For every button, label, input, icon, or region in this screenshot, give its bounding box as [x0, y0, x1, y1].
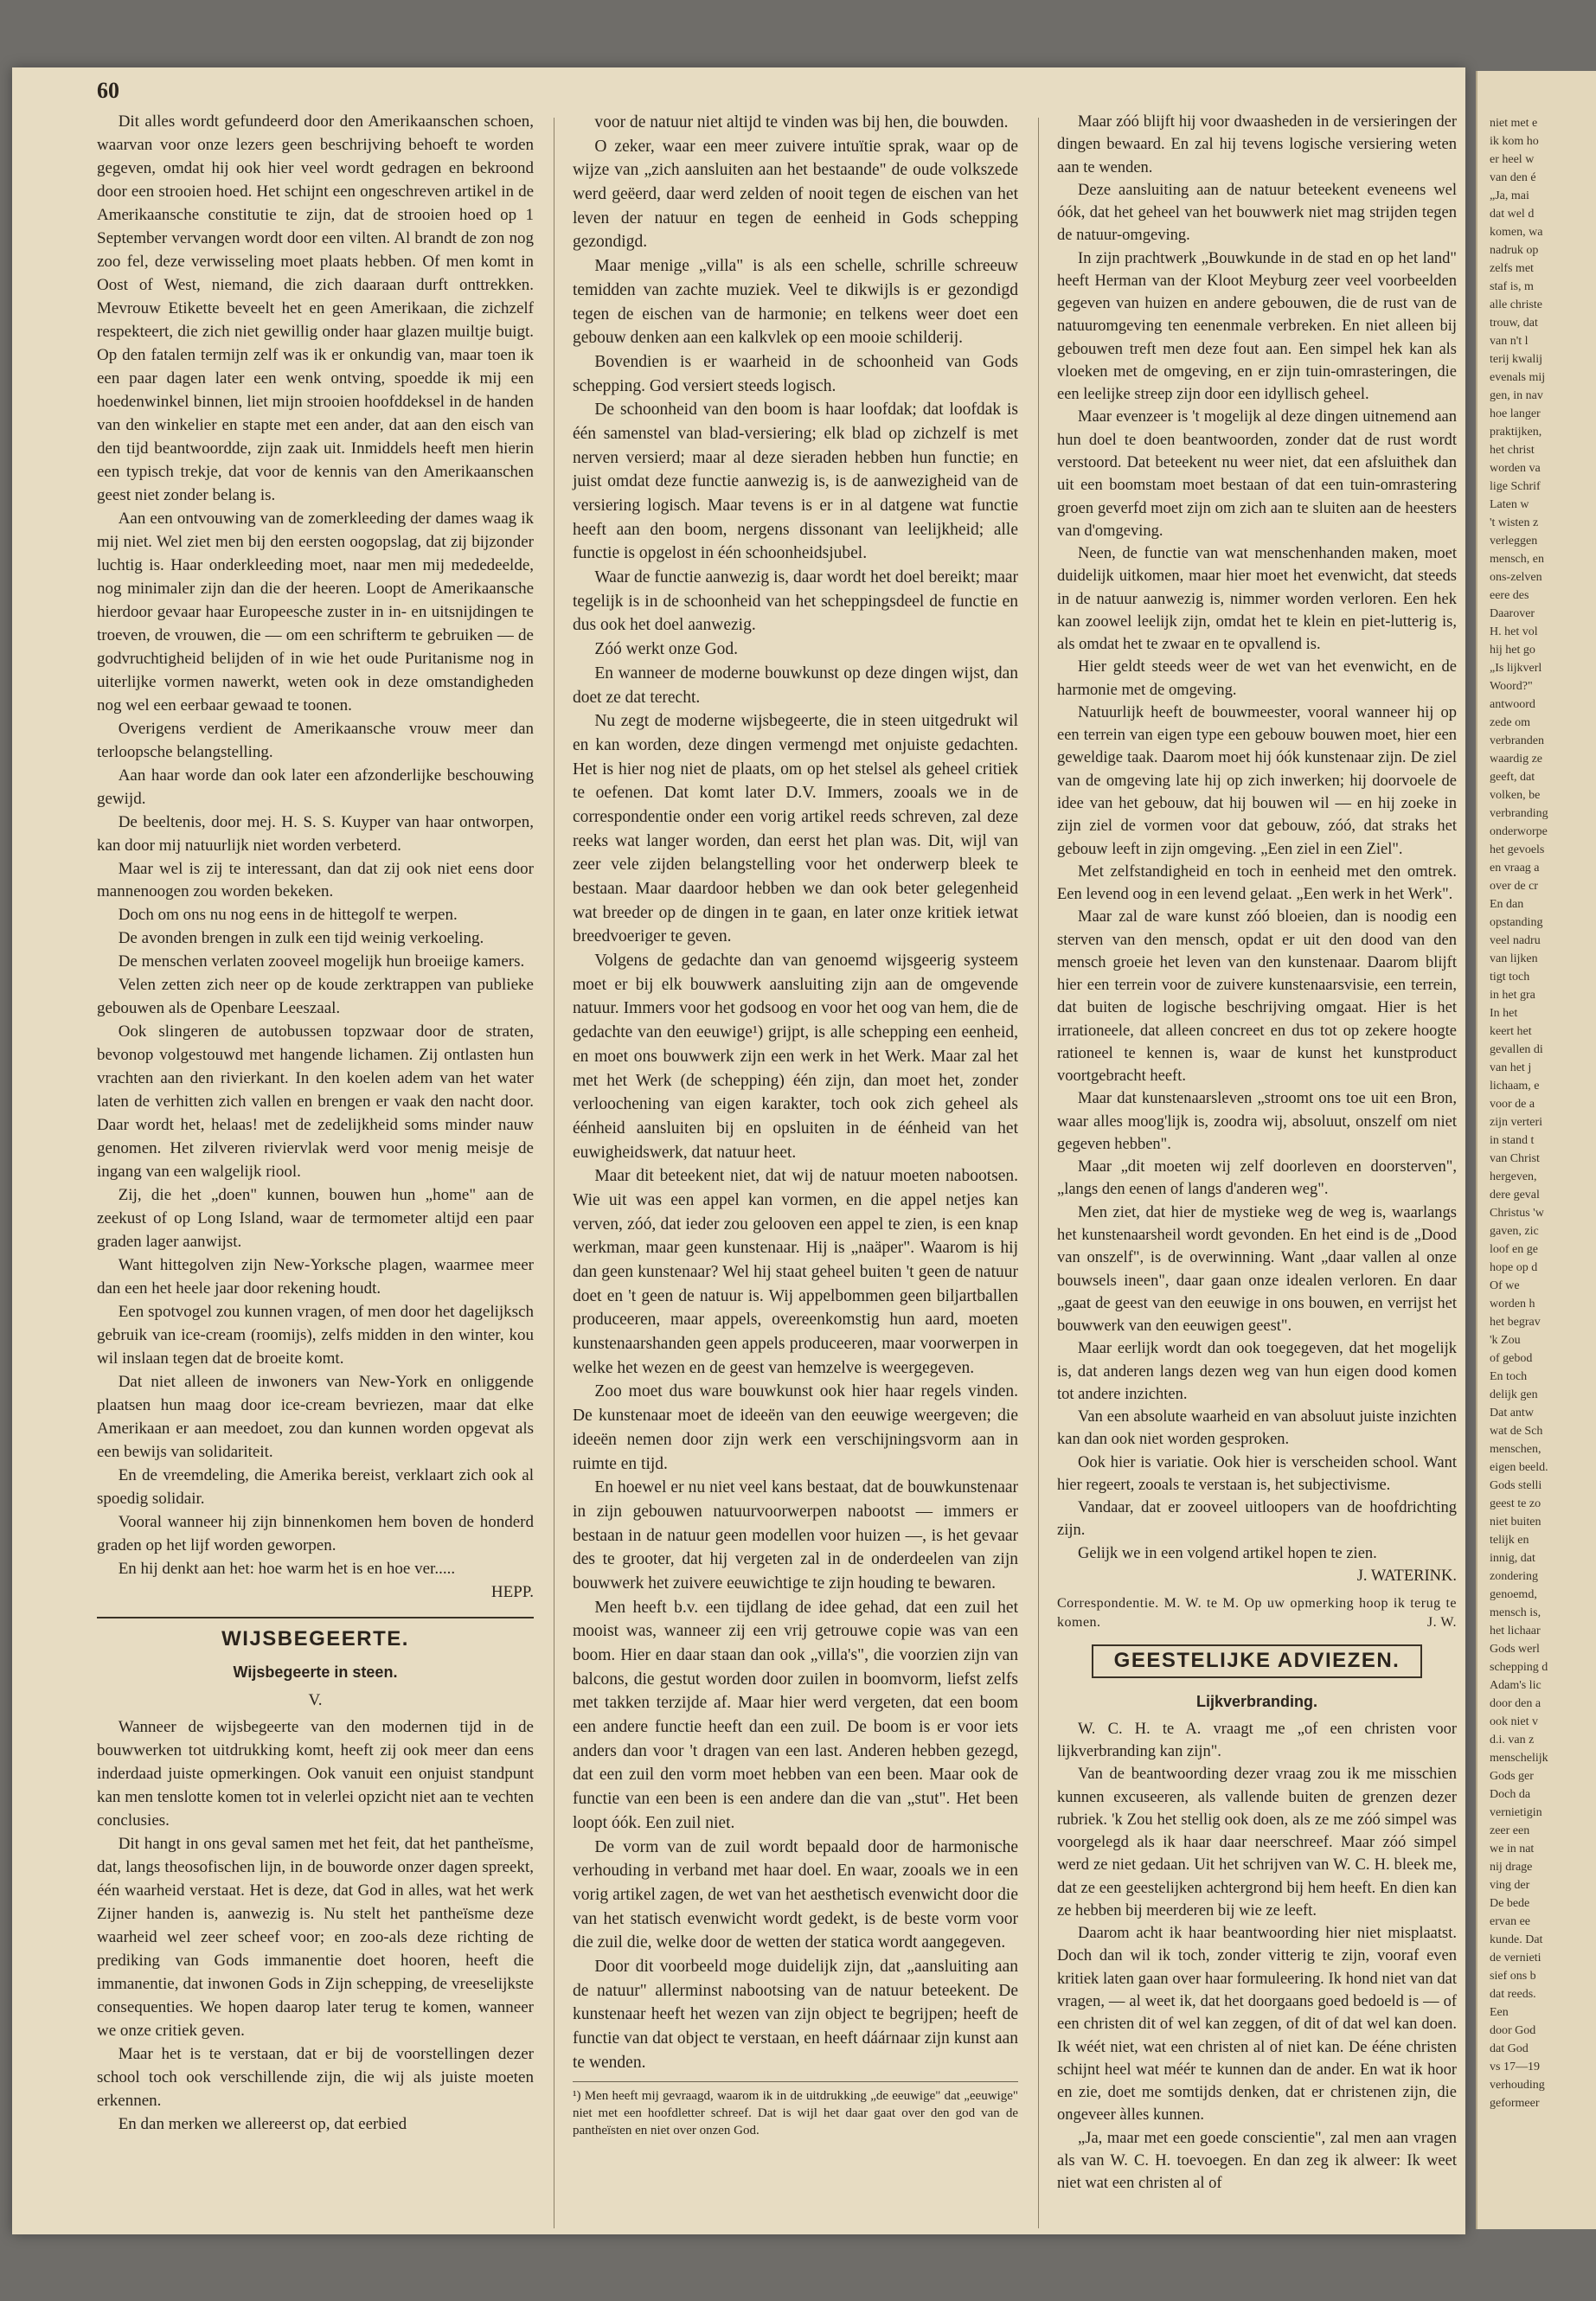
text-line-fragment: H. het vol: [1490, 625, 1538, 638]
text-line-fragment: opstanding: [1490, 916, 1543, 929]
text-line-fragment: sief ons b: [1490, 1970, 1536, 1983]
text-line-fragment: In het: [1490, 1007, 1518, 1020]
paragraph: Maar evenzeer is 't mogelijk al deze dingen uitnemend aan hun doel te doen beantwoorden, zonder dat de rust wordt verstoord. Dat beteekent nu weer niet, dat een afsluithek dan uit een boomstam moet bestaan of dat een tuin-omrastering groen geverfd moet zijn om zich aan te sluiten aan de heesters van d'omgeving.: [1057, 408, 1457, 540]
text-line-fragment: de vernieti: [1490, 1952, 1542, 1965]
paragraph: Bovendien is er waarheid in de schoonheid van Gods schepping. God versiert steeds logisch.: [573, 352, 1018, 395]
text-line-fragment: De bede: [1490, 1897, 1530, 1910]
text-line-fragment: er heel w: [1490, 153, 1535, 166]
text-line-fragment: hij het go: [1490, 644, 1535, 657]
text-line-fragment: over de cr: [1490, 880, 1538, 893]
text-line-fragment: innig, dat: [1490, 1552, 1535, 1565]
paragraph: En dan merken we allereerst op, dat eerbied: [118, 2114, 407, 2133]
text-line-fragment: menschen,: [1490, 1443, 1542, 1456]
article-title: Wijsbegeerte in steen.: [233, 1663, 398, 1681]
paragraph: Door dit voorbeeld moge duidelijk zijn, dat „aansluiting aan de natuur" allerminst nabootsing van de natuur beteekent. De kunstenaar heeft het wezen van zijn object te begrijpen; heeft de functie van dat object te verstaan, en heeft dáárnaar zijn kunst aan te wenden.: [573, 1957, 1018, 2072]
column-2-text: [573, 111, 1018, 2074]
paragraph: Overigens verdient de Amerikaansche vrouw meer dan terloopsche belangstelling.: [97, 719, 534, 761]
text-line-fragment: menschelijk: [1490, 1752, 1548, 1765]
text-line-fragment: in het gra: [1490, 989, 1535, 1002]
text-line-fragment: verbranding: [1490, 807, 1548, 820]
text-line-fragment: eere des: [1490, 589, 1529, 602]
text-line-fragment: komen, wa: [1490, 226, 1543, 239]
text-line-fragment: zondering: [1490, 1570, 1538, 1583]
text-line-fragment: ving der: [1490, 1879, 1530, 1892]
paragraph: De beeltenis, door mej. H. S. S. Kuyper van haar ontworpen, kan door mij natuurlijk niet worden verbeterd.: [97, 812, 534, 855]
paragraph: En de vreemdeling, die Amerika bereist, verklaart zich ook al spoedig solidair.: [97, 1466, 534, 1509]
text-line-fragment: in stand t: [1490, 1134, 1535, 1147]
text-line-fragment: mensch is,: [1490, 1606, 1542, 1619]
paragraph: Neen, de functie van wat menschenhanden maken, moet duidelijk uitkomen, maar hier moet het evenwicht, dat steeds in de natuur aanwezig is, nimmer worden verloren. Een hek kan zoowel leelijk zijn, omdat het te klein en piet-lutterig is, als omdat het te zwaar en te opvallend is.: [1057, 545, 1457, 654]
paragraph: Zoo moet dus ware bouwkunst ook hier haar regels vinden. De kunstenaar moet de ideeën van den eeuwige weergeven; die ideeën nemen door zijn werk een verschijningsvorm aan in ruimte en tijd.: [573, 1382, 1018, 1473]
column-3-text: [1057, 111, 1457, 1565]
text-line-fragment: geeft, dat: [1490, 771, 1535, 784]
text-line-fragment: geest te zo: [1490, 1497, 1542, 1510]
text-line-fragment: het gevoels: [1490, 843, 1545, 856]
text-line-fragment: dat God: [1490, 2042, 1529, 2055]
text-line-fragment: Daarover: [1490, 607, 1535, 620]
author-signature: HEPP.: [490, 1583, 534, 1602]
paragraph: Maar menige „villa" is als een schelle, schrille schreeuw temidden van zachte muziek. Veel te dikwijls is er gezondigd tegen de eischen van de harmonie; en telkens weer doet een gebouw denken aan een kalkvlek op een mooie schilderij.: [573, 257, 1018, 348]
paragraph: Dit alles wordt gefundeerd door den Amerikaanschen schoen, waarvan voor onze lezers geen beschrijving behoeft te worden gegeven, omdat hij ook hier veel wordt gedragen en bekroond door een strooien hoed. Het schijnt een ongeschreven artikel in de Amerikaansche constitutie te zijn, dat de strooien hoed op 1 September vervangen wordt door een vilten. Al brandt de zon nog zoo fel, deze verwisseling moet plaats hebben. Of men komt in Oost of West, niemand, die zich daaraan durft onttrekken. Mevrouw Etikette beveelt het en geen Amerikaan, die zichzelf respekteert, die zich niet gewillig onder haar glazen muiltje buigt. Op den fatalen termijn zelf was ik er onkundig van, maar toen ik een paar dagen later een wenk ontving, spoedde ik mij een hoedenwinkel binnen, liet mijn strooien hoofddeksel in de handen van den winkelier en stapte met een ander, dat aan den eisch van den tijd beantwoordde, zijn zaak uit. Inmiddels heeft men hierin een typisch trekje, dat voor de kennis van den Amerikaanschen geest niet zonder belang is.: [97, 112, 534, 504]
correspondence-signature: J. W.: [1426, 1615, 1457, 1631]
text-line-fragment: Christus 'w: [1490, 1207, 1544, 1220]
adjacent-page-edge: [1476, 71, 1596, 2229]
paragraph: Een spotvogel zou kunnen vragen, of men door het dagelijksch gebruik van ice-cream (roomijs), zelfs midden in den winter, kou wil inslaan tegen dat de broeite komt.: [97, 1303, 534, 1368]
text-line-fragment: het christ: [1490, 444, 1535, 457]
text-line-fragment: En dan: [1490, 898, 1524, 911]
text-line-fragment: terij kwalij: [1490, 353, 1543, 366]
text-line-fragment: praktijken,: [1490, 426, 1542, 439]
text-line-fragment: waardig ze: [1490, 753, 1543, 766]
paragraph: Zóó werkt onze God.: [594, 640, 739, 659]
text-line-fragment: mensch, en: [1490, 553, 1544, 566]
paragraph: Volgens de gedachte dan van genoemd wijsgeerig systeem moet er bij elk bouwwerk aansluiting zijn aan de omgevende natuur. Immers voor het godsoog en voor het oog van hem, die de gedachte van den eeuwige¹) grijpt, is alle schepping een eenheid, en moet ons bouwwerk zijn een werk in het Werk. Maar zal het met het Werk (de schepping) één zijn, dan moet het, zonder verloochening van eigen karakter, toch ook zich geheel als éénheid aansluiten bij en opsluiten in de éénheid van het euwigheidswerk, dat natuur heet.: [573, 952, 1018, 1162]
paragraph: Maar zal de ware kunst zóó bloeien, dan is noodig een sterven van den mensch, opdat er uit den dood van den mensch groeie het leven van den kunstenaar. Daarom blijft hier een terrein voor de zuivere kunstenaarsvisie, een terrein, dat buiten de logische beschrijving omgaat. Hier is het irrationeele, dat alleen concreet en dus tot op zekere hoogte rationeel te kennen is, waar de kunst het kunstproduct voortgebracht heeft.: [1057, 908, 1457, 1086]
paragraph: Velen zetten zich neer op de koude zerktrappen van publieke gebouwen als de Openbare Leeszaal.: [97, 976, 534, 1018]
paragraph: Maar „dit moeten wij zelf doorleven en doorsterven", „langs den eenen of langs d'anderen weg".: [1057, 1158, 1457, 1199]
column-1: [97, 111, 534, 2137]
newspaper-page: [12, 67, 1465, 2234]
paragraph: Want hittegolven zijn New-Yorksche plagen, waarmee meer dan een het heele jaar door rekening houdt.: [97, 1256, 534, 1298]
text-line-fragment: ik kom ho: [1490, 135, 1539, 148]
paragraph: Vooral wanneer hij zijn binnenkomen hem boven de honderd graden op het lijf worden geworpen.: [97, 1513, 534, 1555]
text-line-fragment: Doch da: [1490, 1788, 1531, 1801]
text-line-fragment: door God: [1490, 2024, 1536, 2037]
correspondence-note: [1057, 1594, 1457, 1632]
column-2: [573, 111, 1018, 2139]
paragraph: Van een absolute waarheid en van absoluut juiste inzichten kan dan ook niet worden gesproken.: [1057, 1408, 1457, 1449]
column-3: [1057, 111, 1457, 2195]
text-line-fragment: dere geval: [1490, 1189, 1540, 1202]
text-line-fragment: trouw, dat: [1490, 317, 1538, 330]
text-line-fragment: ons-zelven: [1490, 571, 1542, 584]
paragraph: Met zelfstandigheid en toch in eenheid met den omtrek. Een levend oog in een levend gelaat. „Een werk in het Werk".: [1057, 862, 1457, 904]
text-line-fragment: verbranden: [1490, 734, 1544, 747]
paragraph: De vorm van de zuil wordt bepaald door de harmonische verhouding in verband met haar doel. En waar, zooals we in een vorig artikel zagen, de wet van het aesthetisch evenwicht door die van het statisch evenwicht wordt gedekt, is de beste vorm voor die zuil die, welke door de wetten der statica wordt aangegeven.: [573, 1837, 1018, 1952]
paragraph: Maar dat kunstenaarsleven „stroomt ons toe uit een Bron, waar alles moog'lijk is, zoodra wij, absoluut, onszelf om niet gegeven hebben".: [1057, 1090, 1457, 1153]
text-line-fragment: telijk en: [1490, 1534, 1529, 1547]
paragraph: voor de natuur niet altijd te vinden was bij hen, die bouwden.: [594, 113, 1009, 131]
text-line-fragment: zede om: [1490, 716, 1531, 729]
text-line-fragment: niet buiten: [1490, 1516, 1542, 1529]
text-line-fragment: vs 17—19: [1490, 2061, 1540, 2073]
text-line-fragment: genoemd,: [1490, 1588, 1537, 1601]
text-line-fragment: evenals mij: [1490, 371, 1546, 384]
paragraph: Vandaar, dat er zooveel uitloopers van de hoofdrichting zijn.: [1057, 1499, 1457, 1540]
paragraph: Ook hier is variatie. Ook hier is verscheiden school. Want hier regeert, zooals te verstaan is, het subjectivisme.: [1057, 1453, 1457, 1494]
author-signature: J. WATERINK.: [1356, 1567, 1457, 1585]
text-line-fragment: keert het: [1490, 1025, 1532, 1038]
text-line-fragment: gen, in nav: [1490, 389, 1543, 402]
text-line-fragment: d.i. van z: [1490, 1734, 1535, 1747]
paragraph: De avonden brengen in zulk een tijd weinig verkoeling.: [118, 929, 484, 948]
paragraph: En hij denkt aan het: hoe warm het is en hoe ver.....: [118, 1560, 456, 1579]
text-line-fragment: worden va: [1490, 462, 1541, 475]
page-number: 60: [97, 78, 119, 103]
paragraph: Maar zóó blijft hij voor dwaasheden in de versieringen der dingen bewaard. En zal hij tevens logische versiering weten aan te wenden.: [1057, 113, 1457, 176]
text-line-fragment: Woord?": [1490, 680, 1533, 693]
paragraph: „Ja, maar met een goede conscientie", zal men aan vragen als van W. C. H. toevoegen. En dan zeg ik alweer: Ik weet niet wat een christen al of: [1057, 2129, 1457, 2193]
text-line-fragment: of gebod: [1490, 1352, 1533, 1365]
text-line-fragment: voor de a: [1490, 1098, 1535, 1111]
paragraph: Maar het is te verstaan, dat er bij de voorstellingen dezer school toch ook verschillende zijn, die wij als juiste moeten erkennen.: [97, 2044, 534, 2110]
text-line-fragment: hergeven,: [1490, 1170, 1537, 1183]
text-line-fragment: dat reeds.: [1490, 1988, 1536, 2001]
text-line-fragment: kunde. Dat: [1490, 1933, 1543, 1946]
paragraph: Men heeft b.v. een tijdlang de idee gehad, dat een zuil het mooist was, wanneer zij een vrij getrouwe copie was van een boom. Hier en daar staan dan ook „villa's", die voorzien zijn van balcons, die gestut worden door zuilen in boomvorm, liefst zelfs met takken terzijde af. Maar hier werd vergeten, dat een boom een andere functie heeft dan een zuil. De boom is er voor iets anders dan voor 't dragen van een last. Anderen hebben gezegd, dat een zuil den vorm moet hebben van een been. Maar ook de functie van een been is een andere dan die van „stut". Het been loopt óók. Een zuil niet.: [573, 1598, 1018, 1832]
text-line-fragment: zijn verteri: [1490, 1116, 1543, 1129]
paragraph: De menschen verlaten zooveel mogelijk hun broeiige kamers.: [118, 952, 525, 971]
text-line-fragment: ook niet v: [1490, 1715, 1538, 1728]
text-line-fragment: Gods ger: [1490, 1770, 1534, 1783]
text-line-fragment: ervan ee: [1490, 1915, 1531, 1928]
text-line-fragment: lige Schrif: [1490, 480, 1541, 493]
text-line-fragment: door den a: [1490, 1697, 1542, 1710]
paragraph: Waar de functie aanwezig is, daar wordt het doel bereikt; maar tegelijk is in de schoonheid van het scheppingsdeel de functie en dus ook het doel aanwezig.: [573, 568, 1018, 635]
text-line-fragment: tigt toch: [1490, 971, 1530, 984]
text-line-fragment: loof en ge: [1490, 1243, 1538, 1256]
paragraph: Gelijk we in een volgend artikel hopen te zien.: [1078, 1544, 1377, 1562]
text-line-fragment: van Christ: [1490, 1152, 1540, 1165]
text-line-fragment: Laten w: [1490, 498, 1529, 511]
text-line-fragment: Adam's lic: [1490, 1679, 1542, 1692]
text-line-fragment: van lijken: [1490, 952, 1538, 965]
paragraph: Maar eerlijk wordt dan ook toegegeven, dat het mogelijk is, dat anderen langs dezen weg van hun eigen dood komen tot andere inzichten.: [1057, 1340, 1457, 1403]
section-title: GEESTELIJKE ADVIEZEN.: [1092, 1644, 1422, 1677]
text-line-fragment: we in nat: [1490, 1843, 1535, 1856]
text-line-fragment: schepping d: [1490, 1661, 1548, 1674]
correspondence-text: Correspondentie. M. W. te M. Op uw opmerking hoop ik terug te komen.: [1057, 1596, 1457, 1631]
text-line-fragment: antwoord: [1490, 698, 1535, 711]
text-line-fragment: eigen beeld.: [1490, 1461, 1548, 1474]
text-line-fragment: dat wel d: [1490, 208, 1535, 221]
text-line-fragment: het begrav: [1490, 1316, 1541, 1329]
text-line-fragment: Of we: [1490, 1279, 1520, 1292]
text-line-fragment: volken, be: [1490, 789, 1541, 802]
text-line-fragment: Gods werl: [1490, 1643, 1540, 1656]
text-line-fragment: veel nadru: [1490, 934, 1541, 947]
text-line-fragment: lichaam, e: [1490, 1080, 1540, 1093]
column-1-text: [97, 111, 534, 1581]
paragraph: En wanneer de moderne bouwkunst op deze dingen wijst, dan doet ze dat terecht.: [573, 663, 1018, 707]
text-line-fragment: Een: [1490, 2006, 1509, 2019]
text-line-fragment: nadruk op: [1490, 244, 1539, 257]
paragraph: De schoonheid van den boom is haar loofdak; dat loofdak is één samenstel van blad-versiering; elk blad op zichzelf is met nerven versierd; maar al deze sieraden hebben hun functie; en juist omdat deze functie aanwezig is, is de aanwezigheid van de versiering logisch. Maar tevens is er in al datgene wat functie heeft aan den boom, nergens dissonant van leelijkheid; alle functie is opgelost in één schoonheidsjubel.: [573, 401, 1018, 563]
paragraph: Hier geldt steeds weer de wet van het evenwicht, en de harmonie met de omgeving.: [1057, 658, 1457, 699]
text-line-fragment: gaven, zic: [1490, 1225, 1539, 1238]
article-part-number: V.: [308, 1690, 323, 1709]
text-line-fragment: verhouding: [1490, 2079, 1545, 2092]
paragraph: En hoewel er nu niet veel kans bestaat, dat de bouwkunstenaar in zijn gebouwen natuurvoorwerpen nabootst — immers er bestaan in de natuur geen modellen voor huizen —, is het gevaar des te grooter, dat hij vergeten zal in de onderdeelen van zijn bouwwerk het zuivere eeuwichtige te zijn houding te bewaren.: [573, 1478, 1018, 1593]
text-line-fragment: het lichaar: [1490, 1625, 1541, 1638]
text-line-fragment: 'k Zou: [1490, 1334, 1521, 1347]
section-rule: [97, 1617, 534, 1618]
text-line-fragment: van het j: [1490, 1061, 1532, 1074]
text-line-fragment: verleggen: [1490, 535, 1538, 548]
text-line-fragment: alle christe: [1490, 298, 1543, 311]
text-line-fragment: geformeer: [1490, 2097, 1540, 2110]
text-line-fragment: hope op d: [1490, 1261, 1538, 1274]
text-line-fragment: delijk gen: [1490, 1388, 1538, 1401]
text-line-fragment: En toch: [1490, 1370, 1528, 1383]
paragraph: Wanneer de wijsbegeerte van den modernen tijd in de bouwwerken tot uitdrukking komt, heeft zij ook meer dan eens inderdaad juiste opmerkingen. Ook vanuit een onjuist standpunt kan men tenslotte komen tot in velerlei opzicht niet aan te vechten conclusies.: [97, 1717, 534, 1830]
article-text: [97, 1716, 534, 2137]
text-line-fragment: van n't l: [1490, 335, 1529, 348]
text-line-fragment: en vraag a: [1490, 862, 1540, 875]
text-line-fragment: zeer een: [1490, 1824, 1530, 1837]
paragraph: Doch om ons nu nog eens in de hittegolf te werpen.: [118, 906, 458, 925]
paragraph: Van de beantwoording dezer vraag zou ik me misschien kunnen excuseeren, als vallende buiten de grenzen dezer rubriek. 'k Zou het stellig ook doen, als ze me zóó simpel was voorgelegd als ik haar daar neerschreef. Maar zóó simpel werd ze niet gedaan. Uit het schrijven van W. C. H. bleek me, dat ze een geestelijken achtergrond bij hem heeft. En dien kan ze hebben bij meerderen bij wie ze leeft.: [1057, 1766, 1457, 1920]
text-line-fragment: worden h: [1490, 1298, 1535, 1311]
text-line-fragment: „Is lijkverl: [1490, 662, 1542, 675]
text-line-fragment: gevallen di: [1490, 1043, 1543, 1056]
text-line-fragment: nij drage: [1490, 1861, 1533, 1874]
text-line-fragment: hoe langer: [1490, 407, 1541, 420]
text-line-fragment: vernietigin: [1490, 1806, 1542, 1819]
article-title: Lijkverbranding.: [1195, 1692, 1318, 1710]
text-line-fragment: zelfs met: [1490, 262, 1534, 275]
adjacent-page-text: [1477, 71, 1596, 2112]
text-line-fragment: niet met e: [1490, 117, 1538, 130]
paragraph: Natuurlijk heeft de bouwmeester, vooral wanneer hij op een terrein van eigen type een gebouw bouwen moet, hier een geweldige taak. Daarom moet hij óók kunstenaar zijn. De ziel van de omgeving late hij op zich inwerken; hij doorvoele de idee van het gebouw, dat hij bouwen wil — en hij zoeke in zijn ziel de vormen voor dat gebouw, zóó, dat straks het gebouw leeft in zijn omgeving. „Een ziel in een Ziel".: [1057, 703, 1457, 858]
paragraph: Dit hangt in ons geval samen met het feit, dat het pantheïsme, dat, langs theosofischen lijn, in de bouworde onzer dagen spreekt, één waarheid verstaat. Het is deze, dat God in alles, wat het werk Zijner handen is, aanwezig is. Nu stelt het pantheïsme deze waarheid wel zeer scheef voor; en zoo-als deze richting de prediking van Gods immanentie doet hooren, heeft die immanentie, dat inwonen Gods in Zijn schepping, de vreeselijkste consequenties. We hopen daarop later terug te komen, wanneer we onze critiek geven.: [97, 1834, 534, 2040]
paragraph: Nu zegt de moderne wijsbegeerte, die in steen uitgedrukt wil en kan worden, deze dingen vermengd met onjuiste gedachten. Het is hier nog niet de plaats, om op het stelsel als geheel critiek te oefenen. Dat komt later D.V. Immers, zooals we in de correspondentie onder een vorig artikel reeds schreven, zal deze reeks wat langer worden, dan eerst het plan was. Dit, wijl van zeer vele zijden belangstelling voor het onderwerp bleek te bestaan. Maar daardoor hebben we dan ook beter gelegenheid wat breeder op de dingen in te gaan, en later onze kritiek ietwat breedvoeriger te geven.: [573, 712, 1018, 946]
text-line-fragment: van den é: [1490, 171, 1536, 184]
paragraph: O zeker, waar een meer zuivere intuïtie sprak, waar op de wijze van „zich aansluiten aan het bestaande" de oude volkszede werd geëerd, daar werd zelden of nooit tegen de eischen van het leven der natuur en tegen de eenheid in Gods schepping gezondigd.: [573, 137, 1018, 252]
text-line-fragment: Dat antw: [1490, 1407, 1534, 1420]
paragraph: Ook slingeren de autobussen topzwaar door de straten, bevonop volgestouwd met hangende lichamen. Zij ontlasten hun vrachten aan den rivierkant. In den koelen adem van het water laten de verhitten zich vallen en brengen er vaak den nacht door. Daar wordt het, helaas! met de zedelijkheid soms minder nauw genomen. Het zilveren riviervlak werd voor menig meisje de ingang van een walgelijk riool.: [97, 1022, 534, 1182]
paragraph: Dat niet alleen de inwoners van New-York en onliggende plaatsen hun maag door ice-cream bevriezen, maar dat elke Amerikaan er aan meedoet, zou dan kunnen worden opgevat als een bewijs van solidariteit.: [97, 1373, 534, 1462]
paragraph: W. C. H. te A. vraagt me „of een christen voor lijkverbranding kan zijn".: [1057, 1720, 1457, 1761]
column-divider: [1038, 118, 1039, 2228]
paragraph: Zij, die het „doen" kunnen, bouwen hun „home" aan de zeekust of op Long Island, waar de termometer altijd een paar graden lager aanwijst.: [97, 1186, 534, 1252]
paragraph: Men ziet, dat hier de mystieke weg de weg is, waarlangs het kunstenaarsheil wordt gevonden. En het eind is de „Dood van onszelf", is de overwinning. Want „daar vallen al onze bouwsels ineen", daar gaan onze idealen verloren. En daar „gaat de geest van den eeuwige in ons bouwen, en verrijst het bouwwerk van den eeuwigen geest".: [1057, 1203, 1457, 1336]
section-title: WIJSBEGEERTE.: [221, 1627, 409, 1650]
paragraph: Maar dit beteekent niet, dat wij de natuur moeten nabootsen. Wie uit was een appel kan vormen, en die appel netjes kan verven, zóó, dat ieder zou gelooven een appel te zien, is een knap werkman, maar geen kunstenaar. Hij is „naäper". Waarom is hij dan geen kunstenaar? Wel hij staat geheel buiten 't geen de natuur doet en 't geen de natuur is. Wij appelbommen geen biljartballen produceeren, maar appels, overeenkomstig hun aard, moeten kunstenaarshanden geen appels produceeren, maar voorwerpen in welke het wezen en de geest van hemzelve is weergegeven.: [573, 1167, 1018, 1377]
paragraph: In zijn prachtwerk „Bouwkunde in de stad en op het land" heeft Herman van der Kloot Meyburg zeer veel voorbeelden gegeven van huizen en andere gebouwen, die de rust van de natuuromgeving ten eenenmale verbreken. En niet alleen bij gebouwen treft men deze fout aan. Een simpel hek kan als vloeken met de omgeving, en er zijn tuin-omrasteringen, die een leelijke streep zijn door een idyllisch geheel.: [1057, 249, 1457, 404]
paragraph: Daarom acht ik haar beantwoording hier niet misplaatst. Doch dan wil ik toch, zonder vitterig te zijn, vooraf even kritiek laten gaan over haar formuleering. Ik hond niet van dat vragen, — al weet ik, dat het doorgaans goed bedoeld is — of een christen dit of wel kan zeggen, of dit of dat wel kan doen. Ik wéét niet, wat een christen al of niet kan. De ééne christen schijnt heel wat méér te kunnen dan de ander. En wat ik hoor en zie, doet me somtijds denken, dat er christenen zijn, die ongeveer àlles kunnen.: [1057, 1925, 1457, 2125]
text-line-fragment: „Ja, mai: [1490, 189, 1529, 202]
article-text: [1057, 1718, 1457, 2195]
footnote: ¹) Men heeft mij gevraagd, waarom ik in de uitdrukking „de eeuwige" dat „eeuwige" niet met een hoofdletter schreef. Dat is wijl het daar gaat over den god van de pantheïsten en niet over onzen God.: [573, 2081, 1018, 2139]
text-line-fragment: onderworpe: [1490, 825, 1548, 838]
text-line-fragment: wat de Sch: [1490, 1425, 1543, 1438]
text-line-fragment: staf is, m: [1490, 280, 1534, 293]
paragraph: Deze aansluiting aan de natuur beteekent eveneens wel óók, dat het geheel van het bouwwerk niet mag strijden tegen de natuur-omgeving.: [1057, 181, 1457, 245]
text-line-fragment: Gods stelli: [1490, 1479, 1542, 1492]
text-line-fragment: 't wisten z: [1490, 516, 1539, 529]
paragraph: Aan haar worde dan ook later een afzonderlijke beschouwing gewijd.: [97, 766, 534, 808]
paragraph: Aan een ontvouwing van de zomerkleeding der dames waag ik mij niet. Wel ziet men bij den eersten oogopslag, dat zij bijzonder luchtig is. Haar onderkleeding moet, naar men mij mededeelde, nog minimaler zijn dan die der heeren. Loopt de Amerikaansche hierdoor gevaar haar Europeesche zuster in in- en uitsnijdingen te troeven, de vrouwen, die — om een schrifterm te gebruiken — de godvruchtigheid belijden of in wie het oude Puritanisme nog in uiterlijke vormen nawerkt, weten ook in deze omstandigheden nog wel een eerbaar gewaad te toonen.: [97, 509, 534, 715]
paragraph: Maar wel is zij te interessant, dan dat zij ook niet eens door mannenoogen zou worden bekeken.: [97, 859, 534, 901]
